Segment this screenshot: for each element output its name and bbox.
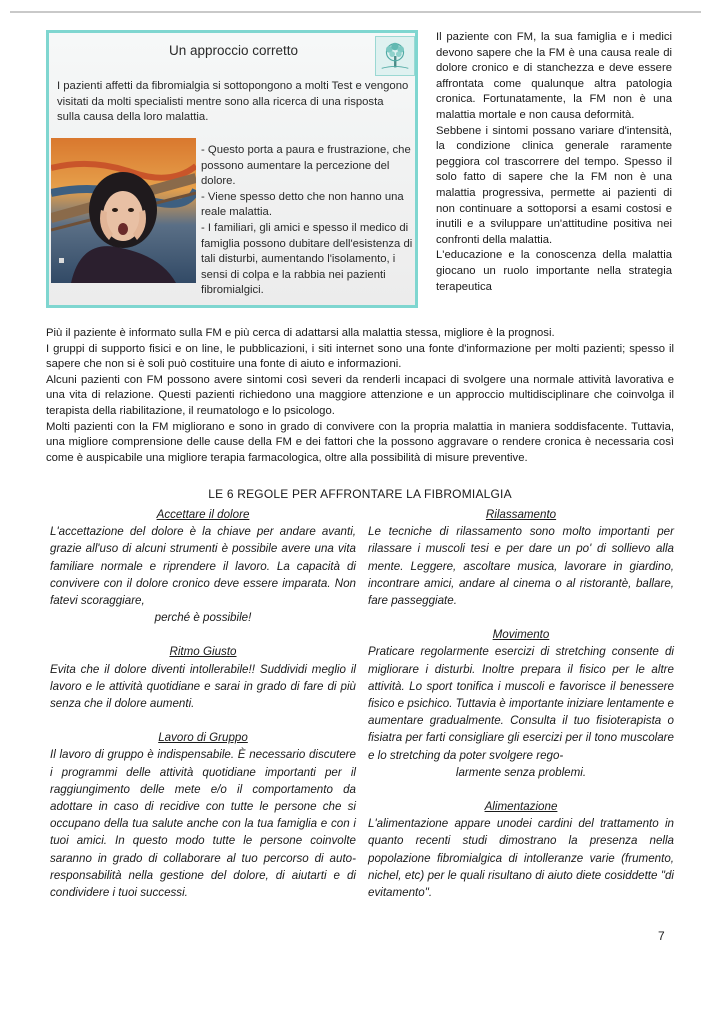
paragraph: L'educazione e la conoscenza della malattia giocano un ruolo importante nella strategia terapeutica: [436, 249, 672, 293]
rule-text: Il lavoro di gruppo è indispensabile. È necessario discutere i programmi delle attività quotidiane importanti per il raggiungimento delle mete e/o il comportamento da adottare in caso di recidive con tutte le persone che si occupano della tua salute anche con la tua famiglia e con i tuoi amici. In questo modo tutte le persone coinvolte saranno in grado di collaborare al tuo percorso di auto-responsabilità nella gestione del dolore, di aiutarti e di condividere i tuoi successi.: [50, 748, 356, 900]
rule-section: [368, 506, 674, 609]
rule-title: Rilassamento: [485, 508, 557, 521]
paragraph: I gruppi di supporto fisici e on line, le pubblicazioni, i siti internet sono una fonte d'informazione per molti pazienti; spesso il sapere che non si è soli può costituire una fonte di aiuto e informazioni.: [46, 342, 674, 371]
rule-title: Lavoro di Gruppo: [158, 731, 248, 745]
rules-heading: LE 6 REGOLE PER AFFRONTARE LA FIBROMIALGIA: [208, 487, 512, 501]
rules-left-column: [50, 506, 356, 901]
right-column-text: [436, 30, 672, 295]
box-bullet: - Questo porta a paura e frustrazione, che possono aumentare la percezione del dolore.: [201, 144, 411, 188]
rules-right-column: [368, 506, 674, 901]
rule-text: Evita che il dolore diventi intollerabile!! Suddividi meglio il lavoro e le attività quotidiane e sarai in grado di fare di più senza che il dolore aumenti.: [50, 662, 356, 711]
box-bullet-list: [201, 143, 415, 299]
top-scan-line: [10, 11, 701, 13]
box-title: Un approccio corretto: [169, 43, 299, 58]
rule-text: Praticare regolarmente esercizi di stretching consente di migliorare i disturbi. Inoltre prepara il fisico per le altre attività. Lo sport tonifica i muscoli e favorisce il benessere fisico e psichico. Tuttavia è importante iniziare lentamente e aumentare gradualmente. Consulta il tuo fisioterapista o fisiatra per farti consigliare gli esercizi per il tono muscolare e lo stretching da poter svolgere rego-: [368, 645, 674, 762]
rule-section: [368, 798, 674, 901]
rule-section: [368, 626, 674, 781]
rule-text: Le tecniche di rilassamento sono molto importanti per rilassare i muscoli tesi e per dare un po' di sollievo alla mente. Leggere, ascoltare musica, lavorare in giardino, incontrare amici, andare al cinema o al ristorantè, ballare, fare passeggiate.: [368, 525, 674, 608]
paragraph: Alcuni pazienti con FM possono avere sintomi così severi da renderli incapaci di svolgere una normale attività lavorativa e una vita di relazione. Questi pazienti richiedono una maggiore attenzione e un approccio multidisciplinare che coinvolga il terapista della riabilitazione, il reumatologo e lo psicologo.: [46, 373, 674, 417]
paragraph: Il paziente con FM, la sua famiglia e i medici devono sapere che la FM è una causa reale di dolore cronico e di stanchezza e deve essere affrontata come qualunque altra patologia cronica. Fortunatamente, la FM non è una malattia mortale e non causa deformità.: [436, 31, 672, 121]
paragraph: Molti pazienti con la FM migliorano e sono in grado di convivere con la propria malattia in maniera soddisfacente. Tuttavia, una migliore comprensione delle cause della FM e dei fattori che la possono aggravare o rendere cronica è necessaria così come è auspicabile una migliore terapia farmacologica, oltre alla possibilità di misure preventive.: [46, 420, 674, 464]
page-number: 7: [658, 929, 665, 943]
rule-title: Movimento: [492, 628, 550, 642]
rule-text-tail: perché è possibile!: [154, 611, 252, 625]
rule-title: Alimentazione: [484, 800, 558, 814]
scream-painting-image: [51, 138, 196, 283]
tree-logo-icon: [375, 36, 415, 76]
box-intro-text: I pazienti affetti da fibromialgia si sottopongono a molti Test e vengono visitati da molti specialisti mentre sono alla ricerca di una risposta sulla causa della loro malattia.: [57, 80, 409, 123]
rule-section: [50, 729, 356, 901]
rule-section: [50, 643, 356, 712]
rule-title: Ritmo Giusto: [169, 645, 237, 659]
rule-section: [50, 506, 356, 626]
box-bullet: - I familiari, gli amici e spesso il medico di famiglia possono dubitare dell'esistenza di tali disturbi, aumentando l'isolamento, i sensi di colpa e la rabbia nei pazienti fibromialgici.: [201, 221, 413, 297]
box-bullet: - Viene spesso detto che non hanno una reale malattia.: [201, 190, 404, 219]
paragraph: Sebbene i sintomi possano variare d'intensità, la condizione clinica generale raramente peggiora col trascorrere del tempo. Spesso il solo fatto di sapere che la FM non è una malattia progressiva, permette ai pazienti di non continuare a sottoporsi a esami costosi e inutili e a sviluppare un'attitudine positiva nei confronti della malattia.: [436, 124, 672, 246]
paragraph: Più il paziente è informato sulla FM e più cerca di adattarsi alla malattia stessa, migliore è la prognosi.: [46, 327, 555, 339]
rule-title: Accettare il dolore: [156, 508, 250, 521]
full-width-text: [46, 326, 674, 466]
approach-box: [46, 30, 418, 308]
rule-text: L'alimentazione appare unodei cardini del trattamento in quanto recenti studi dimostrano la presenza nella popolazione fibromialgica di intolleranze varie (frumento, nichel, etc) per le quali risultano di aiuto diete cosiddette "di evitamento".: [368, 817, 674, 900]
rule-text: L'accettazione del dolore è la chiave per andare avanti, grazie all'uso di alcuni strumenti è possibile avere una vita familiare normale e riprendere il lavoro. La capacità di convivere con il dolore cronico deve essere imparata. Non fatevi scoraggiare,: [50, 525, 356, 608]
rule-text-tail: larmente senza problemi.: [455, 765, 587, 779]
